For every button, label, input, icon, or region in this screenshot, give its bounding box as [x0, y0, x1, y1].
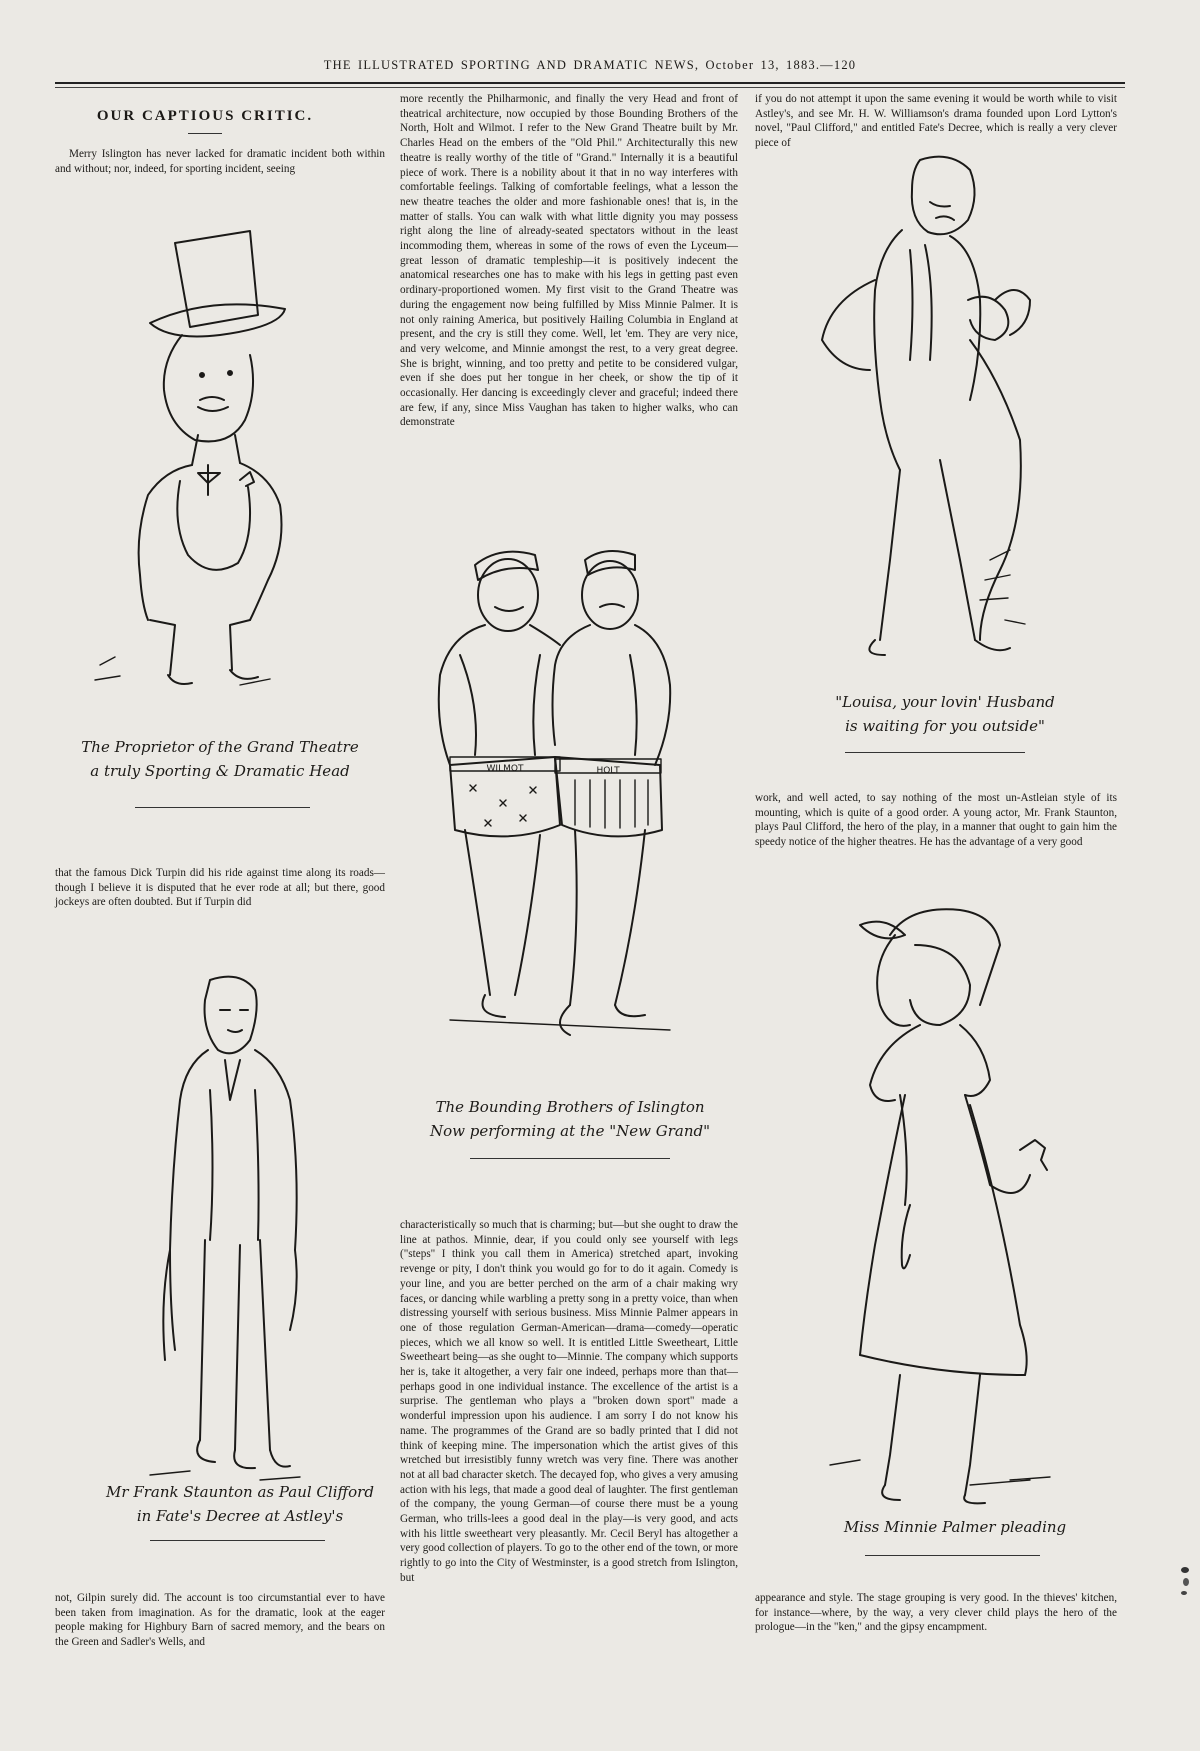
column-1-top — [55, 147, 385, 176]
page-header: THE ILLUSTRATED SPORTING AND DRAMATIC NEWS, October 13, 1883.—120 — [323, 58, 857, 72]
column-2-top — [400, 92, 738, 430]
paragraph: not, Gilpin surely did. The account is too circumstantial ever to have been taken from imagination. As for the dramatic, look at the eager people making for Highbury Barn of sacred memory, and the bears on the Green and Sadler's Wells, and — [55, 1592, 385, 1649]
header-rule — [55, 82, 1125, 84]
palmer-caption — [815, 1515, 1095, 1539]
paragraph: Merry Islington has never lacked for dramatic incident both within and without; nor, indeed, for sporting incident, seeing — [55, 148, 385, 175]
caption-rule — [470, 1158, 670, 1159]
leaning-man-sketch — [790, 140, 1030, 680]
caption-rule — [135, 807, 310, 808]
caption-line: The Proprietor of the Grand Theatre — [81, 738, 359, 756]
column-1-bottom — [55, 1591, 385, 1650]
column-1-middle — [55, 866, 385, 910]
staunton-caption — [95, 1480, 385, 1528]
caption-line: Mr Frank Staunton as Paul Clifford — [106, 1483, 374, 1501]
header-rule-thin — [55, 87, 1125, 88]
paragraph: more recently the Philharmonic, and finally the very Head and front of theatrical architecture, now occupied by those Bounding Brothers of the North, Holt and Wilmot. I refer to the New Grand Theatre built by Mr. Charles Head on the embers of the "Old Phil." Architecturally this new theatre is really worthy of the title of "Grand." Internally it is a beautiful piece of work. There is a nobility about it that in no way interferes with comfortable feelings. Talking of comfortable feelings, what a lesson the new theatre teaches the older and more fashionable ones! that is, in the matter of stalls. You can walk with what little dignity you may possess right along the line of already-seated spectators without in the least incommoding them, whereas in some of the rows of even the Lyceum—great lesson of dramatic templeship—it is positively indecent the anatomical researches one has to make with his legs in getting past even ordinary-proportioned women. My first visit to the Grand Theatre was during the engagement now being fulfilled by Miss Minnie Palmer. It is not only raining America, but positively Hailing Columbia in England at present, and the cry is still they come. Well, let 'em. They are very nice, and very welcome, and Minnie amongst the rest, to a very great degree. She is bright, winning, and too pretty and petite to be considered vulgar, even if she does put her tongue in her cheek, or show the tip of it occasionally. Her dancing is exceedingly clever and graceful; indeed there are few, if any, since Miss Vaughan has taken to higher walks, who can demonstrate — [400, 93, 738, 429]
caption-line: Now performing at the "New Grand" — [429, 1122, 711, 1140]
caption-line: in Fate's Decree at Astley's — [136, 1507, 344, 1525]
binding-mark — [1178, 1560, 1192, 1600]
brothers-caption — [405, 1095, 735, 1143]
top-hat-gentleman-sketch — [80, 225, 310, 690]
caption-rule — [865, 1555, 1040, 1556]
caption-line: "Louisa, your lovin' Husband — [835, 693, 1055, 711]
paragraph: work, and well acted, to say nothing of the most un-Astleian style of its mounting, which is quite of a good order. A young actor, Mr. Frank Staunton, plays Paul Clifford, the hero of the play, in a manner that ought to gain him the speedy notice of the higher theatres. He has the advantage of a very good — [755, 792, 1117, 849]
column-3-bottom — [755, 1591, 1117, 1635]
title-rule — [188, 133, 222, 134]
trunk-label-right: HOLT — [596, 766, 620, 776]
two-wrestlers-sketch — [430, 525, 700, 1065]
regency-gentleman-sketch — [130, 970, 330, 1490]
husband-caption — [795, 690, 1095, 738]
caption-rule — [150, 1540, 325, 1541]
proprietor-caption — [70, 735, 370, 783]
paragraph: that the famous Dick Turpin did his ride against time along its roads—though I believe it is disputed that he ever rode at all; but there, good jockeys are often doubted. But if Turpin did — [55, 867, 385, 909]
article-title: OUR CAPTIOUS CRITIC. — [96, 108, 314, 124]
caption-line: a truly Sporting & Dramatic Head — [90, 762, 350, 780]
caption-line: The Bounding Brothers of Islington — [435, 1098, 705, 1116]
caption-rule — [845, 752, 1025, 753]
paragraph: if you do not attempt it upon the same evening it would be worth while to visit Astley's, and see Mr. H. W. Williamson's drama founded upon Lord Lytton's novel, "Paul Clifford," and entitled Fate's Decree, which is really a very clever piece of — [755, 93, 1117, 150]
column-3-middle — [755, 791, 1117, 850]
trunk-label-left: WILMOT — [486, 764, 524, 774]
caption-line: Miss Minnie Palmer pleading — [843, 1518, 1067, 1536]
caption-line: is waiting for you outside" — [845, 717, 1045, 735]
trunk-labels — [450, 760, 670, 780]
paragraph: characteristically so much that is charming; but—but she ought to draw the line at pathos. Minnie, dear, if you could only see yourself with legs ("steps" I think you call them in America) stretched apart, invoking revenge or pity, I don't think you would go for to do it again. Comedy is your line, and you are better perched on the arm of a chair making wry faces, or dancing while warbling a pretty song in a pretty voice, than when distressing yourself with serious business. Miss Minnie Palmer appears in one of those regulation German-American—drama—comedy—operatic pieces, which we all know so well. It is entitled Little Sweetheart, Little Sweetheart being—as she ought to—Minnie. The company which supports her is, take it altogether, a very fair one indeed, perhaps more than that—perhaps good in one individual instance. The excellence of the artist is a surprise. The gentleman who plays a "broken down sport" made a wonderful impression upon his audience. I am sorry I do not know his name. The programmes of the Grand are so badly printed that I did not think of keeping mine. The impersonation which the artist gives of this wretched but irresistibly funny wretch was very fine. There was another not at all bad character sketch. The decayed fop, who gives a very amusing action with his legs, that made a good deal of laughter. The first gentleman of the company, the young German—of course there must be a young German, who trills-lees a good deal in the play—is very good, and acts with his little sweetheart very pleasantly. Mr. Cecil Beryl has altogether a very good collection of players. To go to the other end of the town, or more rightly to go into the City of Westminster, is a good stretch from Islington, but — [400, 1219, 738, 1584]
paragraph: appearance and style. The stage grouping is very good. In the thieves' kitchen, for instance—where, by the way, a very clever child plays the hero of the prologue—in the "ken," and the gipsy encampment. — [755, 1592, 1117, 1634]
girl-in-bonnet-sketch — [820, 905, 1080, 1505]
column-2-bottom — [400, 1218, 738, 1586]
